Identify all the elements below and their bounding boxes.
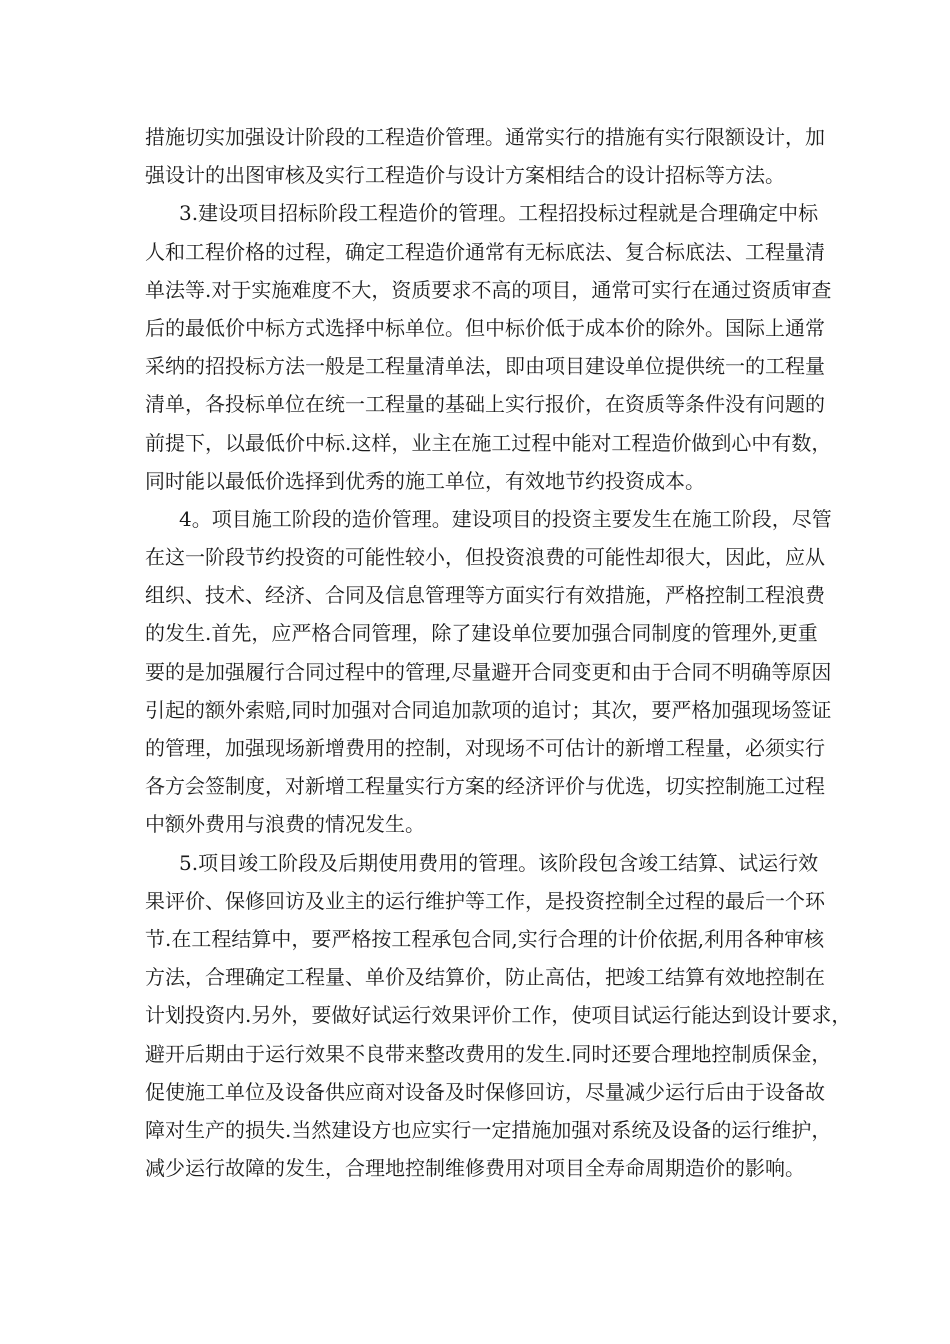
text-line: 各方会签制度，对新增工程量实行方案的经济评价与优选，切实控制施工过程 bbox=[145, 774, 825, 799]
text-line: 单法等.对于实施难度不大，资质要求不高的项目，通常可实行在通过资质审查 bbox=[145, 277, 832, 302]
text-line: 避开后期由于运行效果不良带来整改费用的发生.同时还要合理地控制质保金， bbox=[145, 1041, 832, 1066]
text-line: 方法，合理确定工程量、单价及结算价，防止高估，把竣工结算有效地控制在 bbox=[145, 965, 825, 990]
text-line: 人和工程价格的过程，确定工程造价通常有无标底法、复合标底法、工程量清 bbox=[145, 239, 825, 264]
text-line: 措施切实加强设计阶段的工程造价管理。通常实行的措施有实行限额设计，加 bbox=[145, 125, 825, 149]
text-line: 后的最低价中标方式选择中标单位。但中标价低于成本价的除外。国际上通常 bbox=[145, 315, 825, 340]
text-line: 引起的额外索赔,同时加强对合同追加款项的追讨；其次，要严格加强现场签证 bbox=[145, 697, 832, 722]
text-line: 节.在工程结算中，要严格按工程承包合同,实行合理的计价依据,利用各种审核 bbox=[145, 926, 825, 951]
text-line: 的管理，加强现场新增费用的控制，对现场不可估计的新增工程量，必须实行 bbox=[145, 736, 825, 760]
text-line: 中额外费用与浪费的情况发生。 bbox=[145, 812, 425, 837]
text-line: 组织、技术、经济、合同及信息管理等方面实行有效措施，严格控制工程浪费 bbox=[145, 583, 825, 608]
text-line: 促使施工单位及设备供应商对设备及时保修回访，尽量减少运行后由于设备故 bbox=[145, 1079, 825, 1104]
text-line: 计划投资内.另外，要做好试运行效果评价工作，使项目试运行能达到设计要求， bbox=[145, 1003, 852, 1028]
text-line: 清单，各投标单位在统一工程量的基础上实行报价，在资质等条件没有问题的 bbox=[145, 392, 825, 417]
text-line: 同时能以最低价选择到优秀的施工单位，有效地节约投资成本。 bbox=[145, 468, 705, 493]
paragraph-3-start: 3.建设项目招标阶段工程造价的管理。工程招投标过程就是合理确定中标 bbox=[179, 201, 819, 226]
paragraph-5-start: 5.项目竣工阶段及后期使用费用的管理。该阶段包含竣工结算、试运行效 bbox=[179, 850, 819, 875]
text-line: 减少运行故障的发生，合理地控制维修费用对项目全寿命周期造价的影响。 bbox=[145, 1156, 805, 1181]
text-line: 要的是加强履行合同过程中的管理,尽量避开合同变更和由于合同不明确等原因 bbox=[145, 659, 832, 684]
text-line: 采纳的招投标方法一般是工程量清单法，即由项目建设单位提供统一的工程量 bbox=[145, 354, 825, 379]
text-line: 障对生产的损失.当然建设方也应实行一定措施加强对系统及设备的运行维护， bbox=[145, 1117, 832, 1142]
text-line: 的发生.首先，应严格合同管理，除了建设单位要加强合同制度的管理外,更重 bbox=[145, 621, 818, 646]
body-text bbox=[145, 118, 852, 1187]
text-line: 在这一阶段节约投资的可能性较小，但投资浪费的可能性却很大，因此，应从 bbox=[145, 545, 825, 570]
text-line: 强设计的出图审核及实行工程造价与设计方案相结合的设计招标等方法。 bbox=[145, 163, 785, 188]
paragraph-4-start: 4。项目施工阶段的造价管理。建设项目的投资主要发生在施工阶段，尽管 bbox=[179, 506, 832, 531]
text-line: 果评价、保修回访及业主的运行维护等工作，是投资控制全过程的最后一个环 bbox=[145, 888, 825, 913]
text-line: 前提下，以最低价中标.这样，业主在施工过程中能对工程造价做到心中有数， bbox=[145, 430, 832, 455]
